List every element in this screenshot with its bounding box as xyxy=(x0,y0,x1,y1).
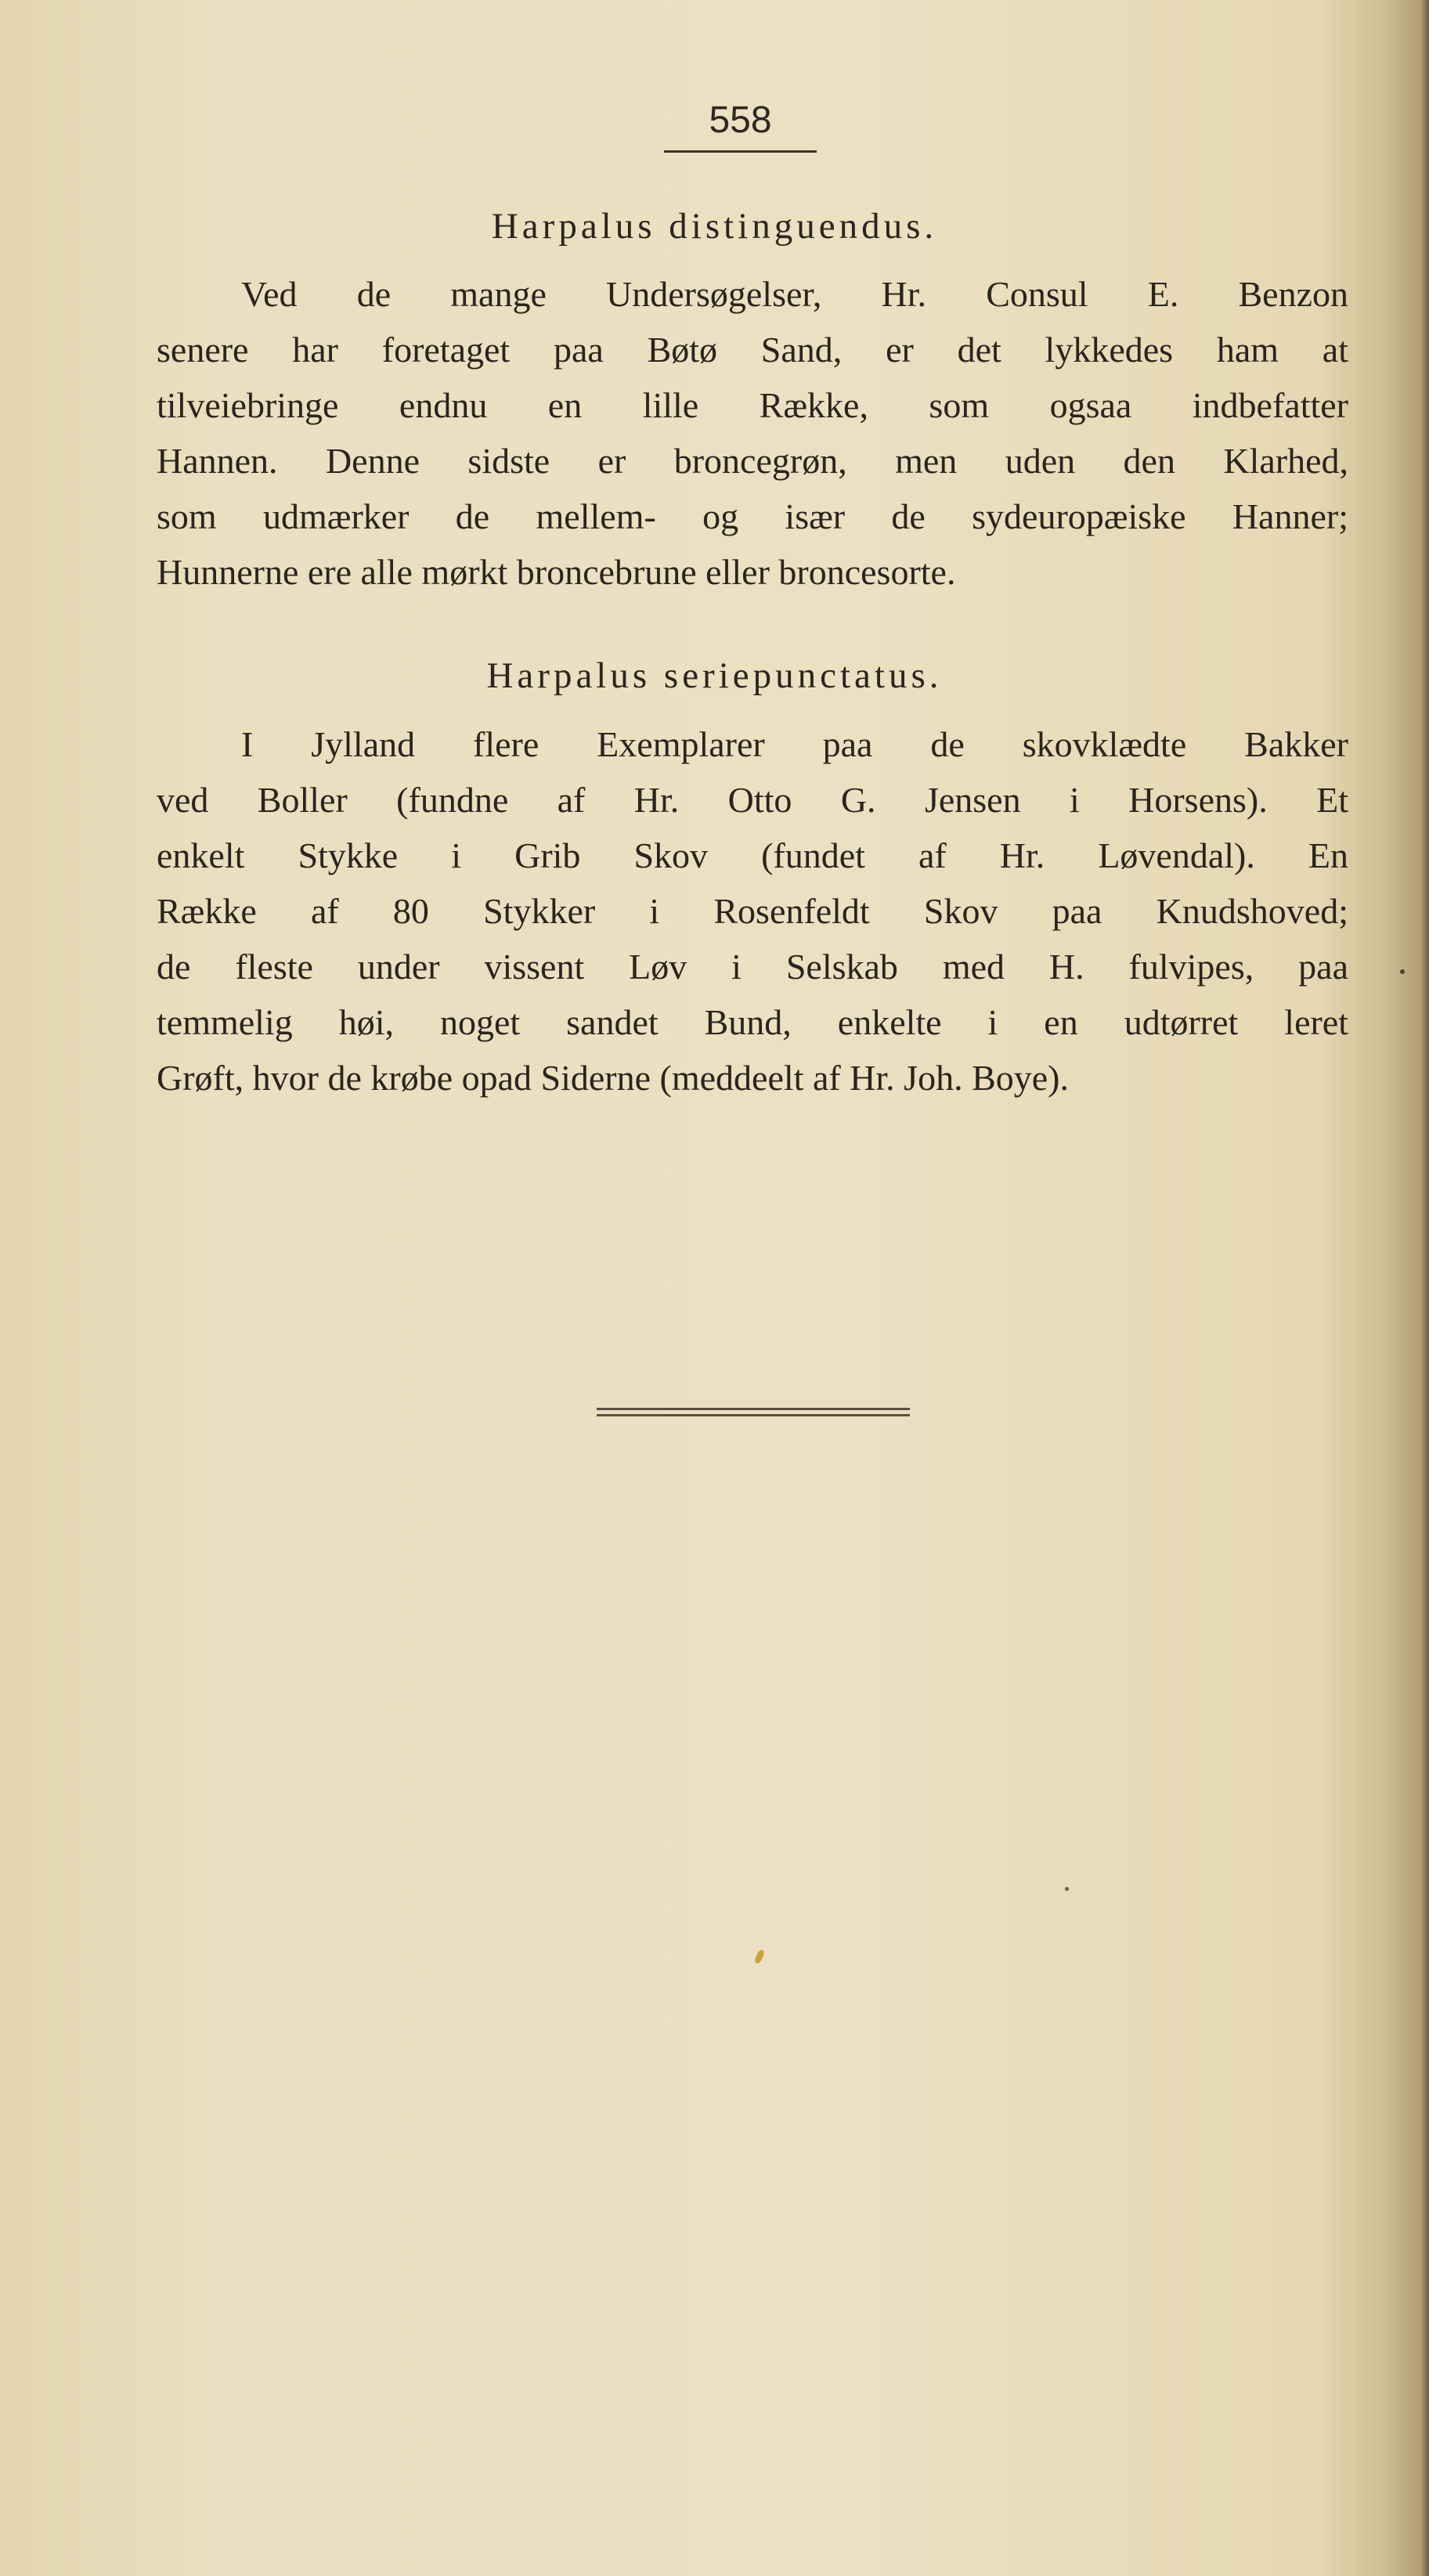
text-line: som udmærker de mellem- og især de sydeuropæiske Hanner; xyxy=(157,496,1348,536)
text-line: Hannen. Denne sidste er broncegrøn, men uden den Klarhed, xyxy=(157,441,1348,481)
text-line: senere har foretaget paa Bøtø Sand, er det lykkedes ham at xyxy=(157,330,1348,370)
paragraph-harpalus-seriepunctatus xyxy=(157,716,1348,1106)
text-line: Ved de mange Undersøgelser, Hr. Consul E. Benzon xyxy=(241,274,1348,314)
text-line: Række af 80 Stykker i Rosenfeldt Skov paa Knudshoved; xyxy=(157,891,1348,931)
paper-speck xyxy=(1065,1887,1069,1891)
paragraph-harpalus-distinguendus xyxy=(157,266,1348,600)
section-end-double-rule xyxy=(597,1408,910,1417)
text-line: I Jylland flere Exemplarer paa de skovklædte Bakker xyxy=(241,724,1348,764)
text-line: enkelt Stykke i Grib Skov (fundet af Hr. Løvendal). En xyxy=(157,835,1348,875)
rule-line-lower xyxy=(597,1414,910,1416)
page-number-container xyxy=(664,97,817,144)
book-spine-edge xyxy=(1420,0,1429,2576)
page-number-rule xyxy=(664,150,817,153)
paper-speck xyxy=(1400,969,1405,974)
text-line: Hunnerne ere alle mørkt broncebrune eller broncesorte. xyxy=(157,552,956,592)
text-line: de fleste under vissent Løv i Selskab med H. fulvipes, paa xyxy=(157,947,1348,987)
text-line: Grøft, hvor de krøbe opad Siderne (meddeelt af Hr. Joh. Boye). xyxy=(157,1058,1070,1098)
text-line: temmelig høi, noget sandet Bund, enkelte i en udtørret leret xyxy=(157,1002,1348,1042)
rule-line-upper xyxy=(597,1408,910,1410)
paper-stain xyxy=(754,1949,766,1964)
section-heading-harpalus-seriepunctatus: Harpalus seriepunctatus. xyxy=(486,655,943,696)
page-number: 558 xyxy=(709,99,772,141)
section-heading-harpalus-distinguendus: Harpalus distinguendus. xyxy=(491,206,938,247)
text-line: ved Boller (fundne af Hr. Otto G. Jensen i Horsens). Et xyxy=(157,780,1348,820)
text-line: tilveiebringe endnu en lille Række, som ogsaa indbefatter xyxy=(157,385,1348,425)
